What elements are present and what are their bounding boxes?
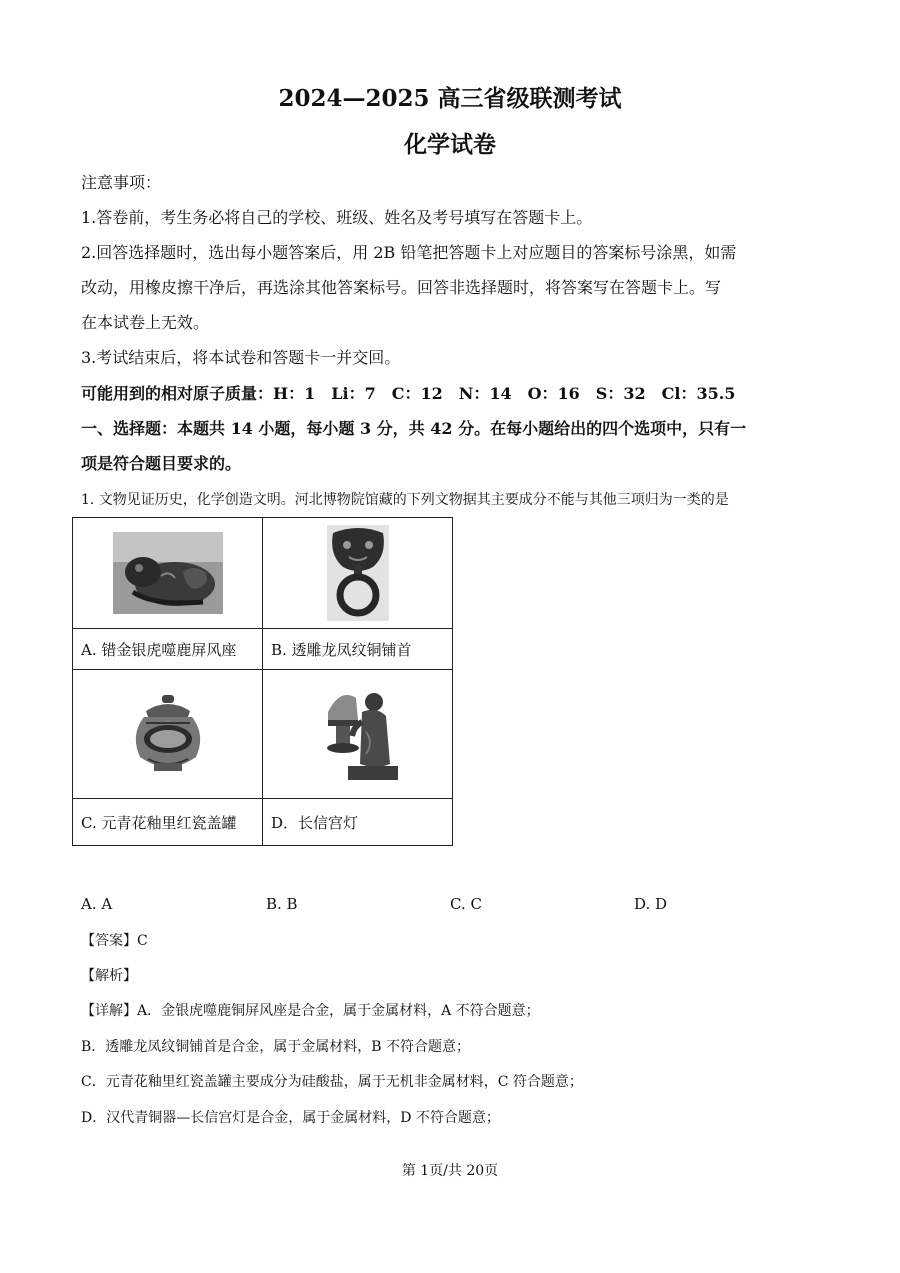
section-heading-line-2: 项是符合题目要求的。	[81, 454, 242, 473]
artifact-d-image	[263, 670, 453, 799]
notice-item-2-line-1: 2.回答选择题时，选出每小题答案后，用 2B 铅笔把答题卡上对应题目的答案标号涂黑，如需	[81, 243, 737, 262]
artifact-a-image	[73, 518, 263, 629]
choice-a[interactable]: A. A	[81, 895, 113, 913]
option-d-label: D．长信宫灯	[263, 799, 453, 846]
notice-item-2-line-2: 改动，用橡皮擦干净后，再选涂其他答案标号。回答非选择题时，将答案写在答题卡上。写	[81, 278, 722, 297]
detail-d: D．汉代青铜器—长信宫灯是合金，属于金属材料，D 不符合题意；	[81, 1110, 500, 1126]
answer-line: 【答案】C	[81, 933, 148, 949]
page-number: 第 1页/共 20页	[401, 1163, 499, 1179]
artifact-c-image	[73, 670, 263, 799]
detail-a: 【详解】A．金银虎噬鹿铜屏风座是合金，属于金属材料，A 不符合题意；	[81, 1003, 540, 1019]
exam-subject: 化学试卷	[404, 131, 496, 158]
notice-item-3: 3.考试结束后，将本试卷和答题卡一并交回。	[81, 348, 401, 367]
section-heading-line-1: 一、选择题：本题共 14 小题，每小题 3 分，共 42 分。在每小题给出的四个选项中，只有一	[81, 419, 747, 438]
artifact-b-image	[263, 518, 453, 629]
porcelain-covered-jar-icon	[128, 693, 208, 775]
choice-d[interactable]: D. D	[634, 895, 668, 913]
exam-title: 2024—2025 高三省级联测考试	[278, 85, 622, 112]
question-1-options-table	[72, 517, 453, 846]
bronze-door-knocker-icon	[327, 525, 389, 621]
option-a-label: A. 错金银虎噬鹿屏风座	[73, 629, 263, 670]
notice-item-1: 1.答卷前，考生务必将自己的学校、班级、姓名及考号填写在答题卡上。	[81, 208, 593, 227]
notice-item-2-line-3: 在本试卷上无效。	[81, 313, 210, 332]
atomic-masses: 可能用到的相对原子质量：H：1 Li：7 C：12 N：14 O：16 S：32 Cl：35.5	[81, 384, 736, 403]
option-b-label: B. 透雕龙凤纹铜铺首	[263, 629, 453, 670]
notice-heading: 注意事项：	[81, 173, 162, 192]
option-c-label: C. 元青花釉里红瓷盖罐	[73, 799, 263, 846]
choice-c[interactable]: C. C	[450, 895, 482, 913]
detail-b: B．透雕龙凤纹铜铺首是合金，属于金属材料，B 不符合题意；	[81, 1039, 471, 1055]
choice-b[interactable]: B. B	[266, 895, 298, 913]
question-1-stem: 1. 文物见证历史，化学创造文明。河北博物院馆藏的下列文物据其主要成分不能与其他三项归为一类的是	[81, 492, 729, 508]
detail-c: C．元青花釉里红瓷盖罐主要成分为硅酸盐，属于无机非金属材料，C 符合题意；	[81, 1074, 583, 1090]
changxin-palace-lamp-icon	[318, 682, 398, 786]
analysis-heading: 【解析】	[81, 968, 137, 984]
tiger-deer-screen-base-icon	[113, 532, 223, 614]
